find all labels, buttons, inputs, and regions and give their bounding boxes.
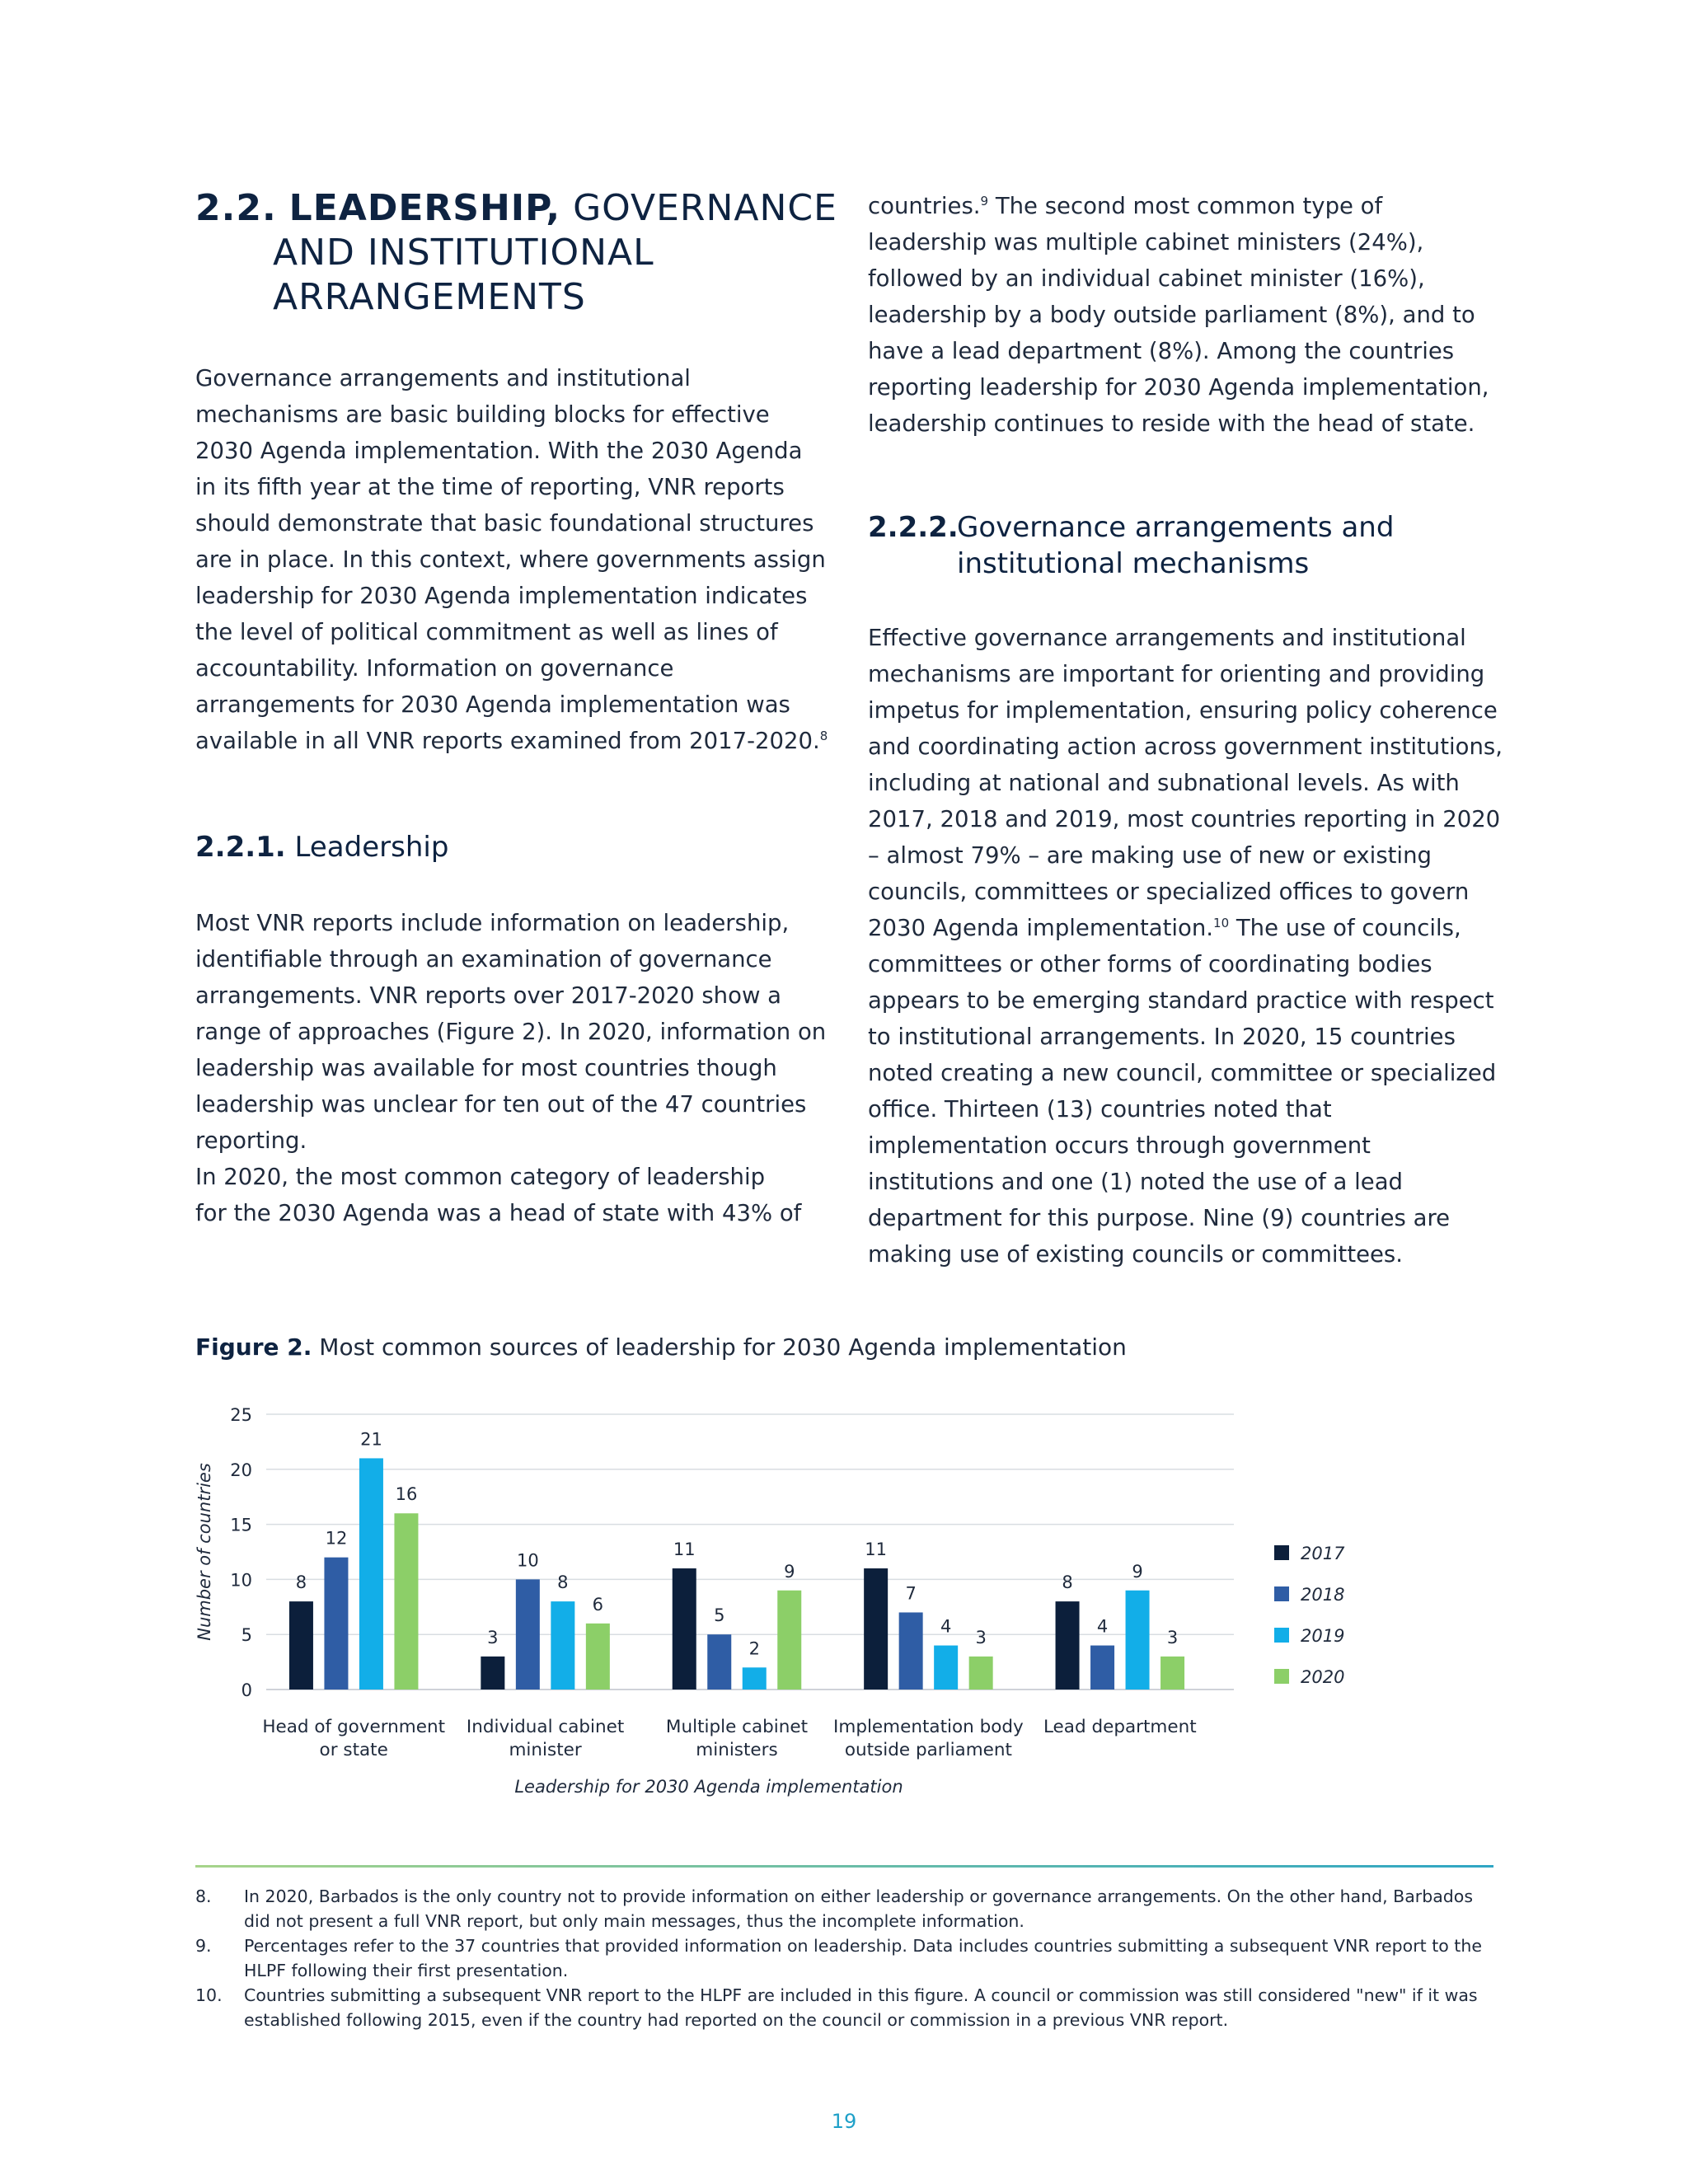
y-tick-label: 15 — [230, 1515, 252, 1535]
subsection-title-line1: Governance arrangements and — [957, 511, 1395, 544]
footnote-9 — [195, 1933, 1493, 1983]
subsection-heading-governance — [868, 509, 1394, 582]
footnotes — [195, 1884, 1493, 2032]
bar-value-label: 5 — [714, 1605, 725, 1626]
bar-value-label: 4 — [1096, 1616, 1109, 1637]
figure-title — [195, 1333, 1127, 1361]
bar-value-label: 10 — [516, 1550, 539, 1571]
bar-2019 — [1126, 1591, 1150, 1690]
leadership-text-1: Most VNR reports include information on leadership, identifiable through an examination of governance arrangements. VNR reports over 2017-2020 show a range of approaches (Figure 2). In 2020, information on leadership was available for most countries though leadership was unclear for ten out of the 47 countries reporting. — [195, 910, 827, 1154]
section-title-line3: ARRANGEMENTS — [273, 276, 586, 318]
bar-value-label: 11 — [673, 1540, 696, 1560]
governance-paragraph — [868, 620, 1503, 1272]
bar-2017 — [1056, 1601, 1080, 1690]
bar-2020 — [394, 1513, 418, 1690]
figure-caption: Most common sources of leadership for 2030 Agenda implementation — [319, 1333, 1127, 1361]
x-category-label: Multiple cabinet — [665, 1717, 809, 1737]
bar-value-label: 8 — [295, 1572, 307, 1593]
leadership-paragraph-1 — [195, 905, 830, 1159]
footnote-number: 8. — [195, 1886, 212, 1906]
bar-value-label: 4 — [940, 1616, 952, 1637]
bar-value-label: 9 — [784, 1561, 795, 1582]
bar-2019 — [934, 1646, 958, 1690]
x-category-label: or state — [319, 1740, 388, 1760]
legend-label-2019: 2019 — [1301, 1626, 1345, 1646]
bar-2020 — [777, 1591, 801, 1690]
legend-swatch-2017 — [1274, 1545, 1289, 1560]
intro-paragraph — [195, 360, 830, 759]
subsection-number: 2.2.2. — [868, 511, 959, 544]
footnote-text: Percentages refer to the 37 countries that provided information on leadership. Data includes countries submitting a subsequent VNR report to the HLPF following their first presentation. — [244, 1936, 1482, 1980]
footnote-divider — [195, 1865, 1493, 1868]
x-category-label: Implementation body — [833, 1717, 1024, 1737]
x-category-label: ministers — [696, 1740, 778, 1760]
footnote-text: In 2020, Barbados is the only country not to provide information on either leadership or governance arrangements. On the other hand, Barbados did not present a full VNR report, but only main messages, thus the incomplete information. — [244, 1886, 1474, 1931]
figure-label: Figure 2. — [195, 1333, 312, 1361]
subsection-title-line2: institutional mechanisms — [957, 547, 1310, 580]
section-title-rest: GOVERNANCE — [573, 187, 837, 229]
footnote-ref-10[interactable]: 10 — [1213, 915, 1230, 930]
legend-label-2020: 2020 — [1301, 1667, 1345, 1687]
bar-value-label: 3 — [975, 1627, 987, 1647]
bar-value-label: 12 — [325, 1528, 348, 1549]
bar-2019 — [743, 1667, 767, 1690]
y-tick-label: 10 — [230, 1570, 252, 1591]
x-category-label: Head of government — [262, 1717, 446, 1737]
bar-2018 — [899, 1612, 923, 1690]
footnote-ref-8[interactable]: 8 — [819, 728, 828, 743]
y-tick-label: 25 — [230, 1405, 252, 1425]
governance-text-start: Effective governance arrangements and institutional mechanisms are important for orienting and providing impetus for implementation, ensuring policy coherence and coordinating action across government institutions, including at national and subnational levels. As with 2017, 2018 and 2019, most countries reporting in 2020 – almost 79% – are making use of new or existing councils, committees or specialized offices to govern 2030 Agenda implementation. — [868, 625, 1503, 941]
y-tick-label: 20 — [230, 1460, 252, 1480]
bar-2020 — [1160, 1657, 1184, 1690]
bar-value-label: 8 — [1062, 1572, 1073, 1593]
right-text-rest: The second most common type of leadership was multiple cabinet ministers (24%), followed by an individual cabinet minister (16%), leadership by a body outside parliament (8%), and to have a lead department (8%). Among the countries reporting leadership for 2030 Agenda implementation, leadership continues to reside with the head of state. — [868, 193, 1489, 437]
legend-swatch-2019 — [1274, 1628, 1289, 1643]
y-tick-label: 5 — [241, 1625, 252, 1646]
right-text-start: countries. — [868, 193, 981, 219]
bar-value-label: 7 — [905, 1583, 917, 1604]
section-heading — [195, 186, 855, 320]
bar-value-label: 3 — [1166, 1627, 1179, 1647]
footnote-text: Countries submitting a subsequent VNR report to the HLPF are included in this figure. A council or commission was still considered "new" if it was established following 2015, even if the country had reported on the council or commission in a previous VNR report. — [244, 1985, 1478, 2030]
footnote-number: 10. — [195, 1985, 223, 2005]
bar-2018 — [707, 1634, 731, 1690]
bar-value-label: 21 — [360, 1429, 382, 1450]
leadership-text-2a: In 2020, the most common category of leadership — [195, 1164, 766, 1190]
bar-2020 — [586, 1624, 610, 1690]
footnote-number: 9. — [195, 1936, 212, 1956]
section-number: 2.2. — [195, 187, 277, 229]
bar-value-label: 2 — [748, 1638, 760, 1659]
right-paragraph-1 — [868, 188, 1503, 442]
bar-value-label: 9 — [1132, 1561, 1143, 1582]
bar-value-label: 11 — [865, 1540, 888, 1560]
bar-2020 — [969, 1657, 993, 1690]
x-category-label: Lead department — [1043, 1717, 1197, 1737]
subsection-number: 2.2.1. — [195, 831, 286, 864]
page-number: 19 — [831, 2110, 857, 2133]
bar-value-label: 6 — [592, 1594, 604, 1615]
footnote-ref-9[interactable]: 9 — [980, 193, 989, 209]
section-title-bold: LEADERSHIP, — [288, 187, 561, 229]
bar-2018 — [516, 1579, 540, 1690]
bar-chart — [181, 1385, 1401, 1813]
bar-2017 — [673, 1568, 696, 1690]
bar-2019 — [359, 1458, 383, 1690]
bar-2017 — [864, 1568, 888, 1690]
section-title-line2: AND INSTITUTIONAL — [273, 232, 654, 274]
bar-2017 — [481, 1657, 504, 1690]
y-tick-label: 0 — [241, 1680, 252, 1700]
subsection-title: Leadership — [294, 831, 449, 864]
legend-swatch-2020 — [1274, 1669, 1289, 1684]
footnote-10 — [195, 1983, 1493, 2032]
governance-text-rest: The use of councils, committees or other forms of coordinating bodies appears to be emerging standard practice with respect to institutional arrangements. In 2020, 15 countries noted creating a new council, committee or specialized office. Thirteen (13) countries noted that implementation occurs through government institutions and one (1) noted the use of a lead department for this purpose. Nine (9) countries are making use of existing councils or committees. — [868, 915, 1497, 1268]
x-category-label: Individual cabinet — [466, 1717, 625, 1737]
bar-value-label: 16 — [395, 1484, 418, 1505]
footnote-8 — [195, 1884, 1493, 1933]
x-axis-label: Leadership for 2030 Agenda implementation — [514, 1777, 903, 1797]
intro-text: Governance arrangements and institutional mechanisms are basic building blocks for effective 2030 Agenda implementation. With the 2030 Agenda in its fifth year at the time of reporting, VNR reports should demonstrate that basic foundational structures are in place. In this context, where governments assign leadership for 2030 Agenda implementation indicates the level of political commitment as well as lines of accountability. Information on governance arrangements for 2030 Agenda implementation was available in all VNR reports examined from 2017-2020. — [195, 365, 826, 754]
bar-2018 — [1090, 1646, 1114, 1690]
subsection-heading-leadership — [195, 829, 448, 865]
legend-swatch-2018 — [1274, 1586, 1289, 1601]
y-axis-label: Number of countries — [195, 1463, 214, 1641]
x-category-label: outside parliament — [844, 1740, 1012, 1760]
legend-label-2018: 2018 — [1301, 1585, 1345, 1605]
leadership-text-2b: for the 2030 Agenda was a head of state with 43% of — [195, 1200, 802, 1226]
legend-label-2017: 2017 — [1301, 1544, 1345, 1563]
bar-value-label: 3 — [487, 1627, 499, 1647]
x-category-label: minister — [509, 1740, 582, 1760]
bar-2017 — [289, 1601, 313, 1690]
leadership-paragraph-2 — [195, 1159, 830, 1231]
bar-2019 — [551, 1601, 574, 1690]
bar-value-label: 8 — [557, 1572, 569, 1593]
bar-2018 — [324, 1558, 348, 1690]
